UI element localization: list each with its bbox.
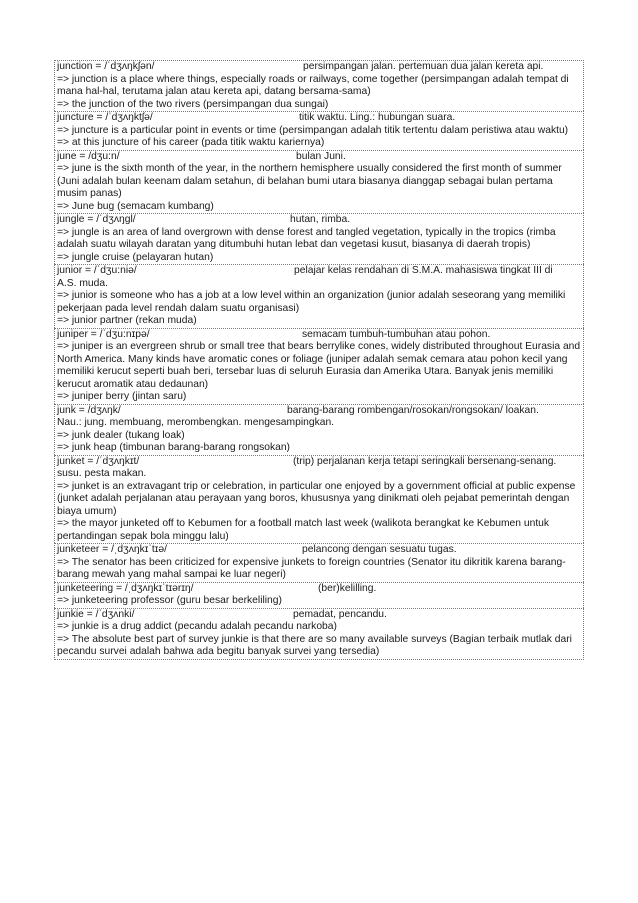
entry-junior	[54, 264, 584, 328]
entry-headword: juncture = /ˈdʒʌŋktʃə/	[57, 112, 153, 123]
entry-line: => junior partner (rekan muda)	[57, 315, 197, 326]
dictionary-document	[54, 60, 584, 660]
entry-line: => junk heap (timbunan barang-barang rongsokan)	[57, 442, 290, 453]
entry-juncture	[54, 111, 584, 150]
entry-headword: junketeer = /ˌdʒʌŋkɪˈtɪə/	[57, 544, 167, 555]
entry-headword: junket = /ˈdʒʌŋkɪt/	[57, 455, 140, 467]
entry-definition: pemadat, pencandu.	[293, 608, 387, 620]
entry-line: => June bug (semacam kumbang)	[57, 200, 214, 212]
entry-headword: june = /dʒu:n/	[57, 150, 120, 162]
entry-junket	[54, 455, 584, 544]
entry-definition-continued: A.S. muda.	[57, 277, 108, 289]
entry-junketeering	[54, 582, 584, 608]
entry-definition: barang-barang rombengan/rosokan/rongsokan/ loakan.	[287, 404, 539, 416]
entry-headword: junketeering = /ˌdʒʌŋkɪˈtɪərɪŋ/	[57, 582, 194, 594]
entry-definition-continued: Nau.: jung. membuang, merombengkan. mengesampingkan.	[57, 417, 335, 428]
entry-headword: junction = /ˈdʒʌŋkʃən/	[57, 61, 155, 72]
entry-line: => juniper berry (jintan saru)	[57, 391, 187, 402]
entry-june	[54, 150, 584, 214]
entry-line: => juncture is a particular point in events or time (persimpangan adalah titik tertentu dalam peristiwa atau waktu)	[57, 124, 569, 136]
entry-definition: titik waktu. Ling.: hubungan suara.	[299, 112, 456, 123]
entry-jungle	[54, 213, 584, 264]
entry-junk	[54, 404, 584, 455]
entry-juniper	[54, 328, 584, 404]
entry-line: => The absolute best part of survey junkie is that there are so many available surveys (Bagian terbaik mutlak dari pecandu survei adalah bahwa ada begitu banyak survei yang tersedia)	[57, 633, 572, 657]
entry-line: => jungle is an area of land overgrown with dense forest and tangled vegetation, typically in the tropics (rimba adalah suatu wilayah daratan yang ditumbuhi hutan lebat dan vegetasi kusut, biasanya di daerah tropis)	[57, 226, 556, 250]
entry-junketeer	[54, 543, 584, 582]
entry-headword: junior = /ˈdʒu:niə/	[57, 265, 137, 276]
entry-line: => junketeering professor (guru besar berkeliling)	[57, 595, 282, 606]
entry-line: => the mayor junketed off to Kebumen for a football match last week (walikota berangkat ke Kebumen untuk pertandingan sepak bola minggu lalu)	[57, 518, 550, 542]
entry-headword: junk = /dʒʌŋk/	[57, 404, 121, 416]
entry-line: => jungle cruise (pelayaran hutan)	[57, 251, 214, 263]
entry-definition: pelancong dengan sesuatu tugas.	[302, 544, 457, 555]
entry-junkie	[54, 608, 584, 660]
entry-definition: semacam tumbuh-tumbuhan atau pohon.	[302, 328, 491, 340]
entry-line: => junket is an extravagant trip or celebration, in particular one enjoyed by a government official at public expense (junket adalah perjalanan atau perayaan yang boros, khususnya yang dinikmati oleh pejabat pemerintah dengan biaya umum)	[57, 480, 576, 517]
entry-line: => junk dealer (tukang loak)	[57, 429, 185, 441]
entry-line: => junior is someone who has a job at a low level within an organization (junior adalah seseorang yang memiliki pekerjaan pada level rendah dalam suatu organisasi)	[57, 290, 566, 314]
entry-definition: bulan Juni.	[296, 150, 346, 162]
entry-definition: (trip) perjalanan kerja tetapi seringkali bersenang-senang.	[293, 455, 557, 467]
entry-line: => june is the sixth month of the year, in the northern hemisphere usually considered the first month of summer (Juni adalah bulan keenam dalam setahun, di belahan bumi utara biasanya dianggap sebagai bulan pertama musim panas)	[57, 163, 562, 199]
entry-headword: junkie = /ˈdʒʌnki/	[57, 608, 135, 620]
entry-line: => junkie is a drug addict (pecandu adalah pecandu narkoba)	[57, 621, 337, 632]
entry-headword: juniper = /ˈdʒu:nɪpə/	[57, 328, 150, 340]
entry-definition: (ber)kelilling.	[318, 582, 377, 594]
entry-line: => juniper is an evergreen shrub or small tree that bears berrylike cones, widely distributed throughout Eurasia and North America. Many kinds have aromatic cones or foliage (juniper adalah semak cemara atau pohon kecil yang memiliki kerucut seperti buah beri, tersebar luas di seluruh Eurasia dan Amerika Utara. Banyak jenis memiliki kerucut aromatik atau dedaunan)	[57, 341, 581, 390]
entry-headword: jungle = /ˈdʒʌŋgl/	[57, 214, 136, 225]
entry-line: => the junction of the two rivers (persimpangan dua sungai)	[57, 98, 329, 110]
entry-definition-continued: susu. pesta makan.	[57, 468, 147, 479]
entry-line: => The senator has been criticized for expensive junkets to foreign countries (Senator itu dikritik karena barang-barang mewah yang mahal sampai ke luar negeri)	[57, 556, 566, 580]
entry-line: => at this juncture of his career (pada titik waktu kariernya)	[57, 137, 325, 148]
entry-definition: persimpangan jalan. pertemuan dua jalan kereta api.	[303, 61, 544, 72]
entry-line: => junction is a place where things, especially roads or railways, come together (persimpangan adalah tempat di mana hal-hal, terutama jalan atau kereta api, datang bersama-sama)	[57, 73, 569, 97]
entry-definition: pelajar kelas rendahan di S.M.A. mahasiswa tingkat III di	[294, 265, 553, 276]
entry-junction	[54, 60, 584, 111]
entry-definition: hutan, rimba.	[290, 214, 351, 225]
